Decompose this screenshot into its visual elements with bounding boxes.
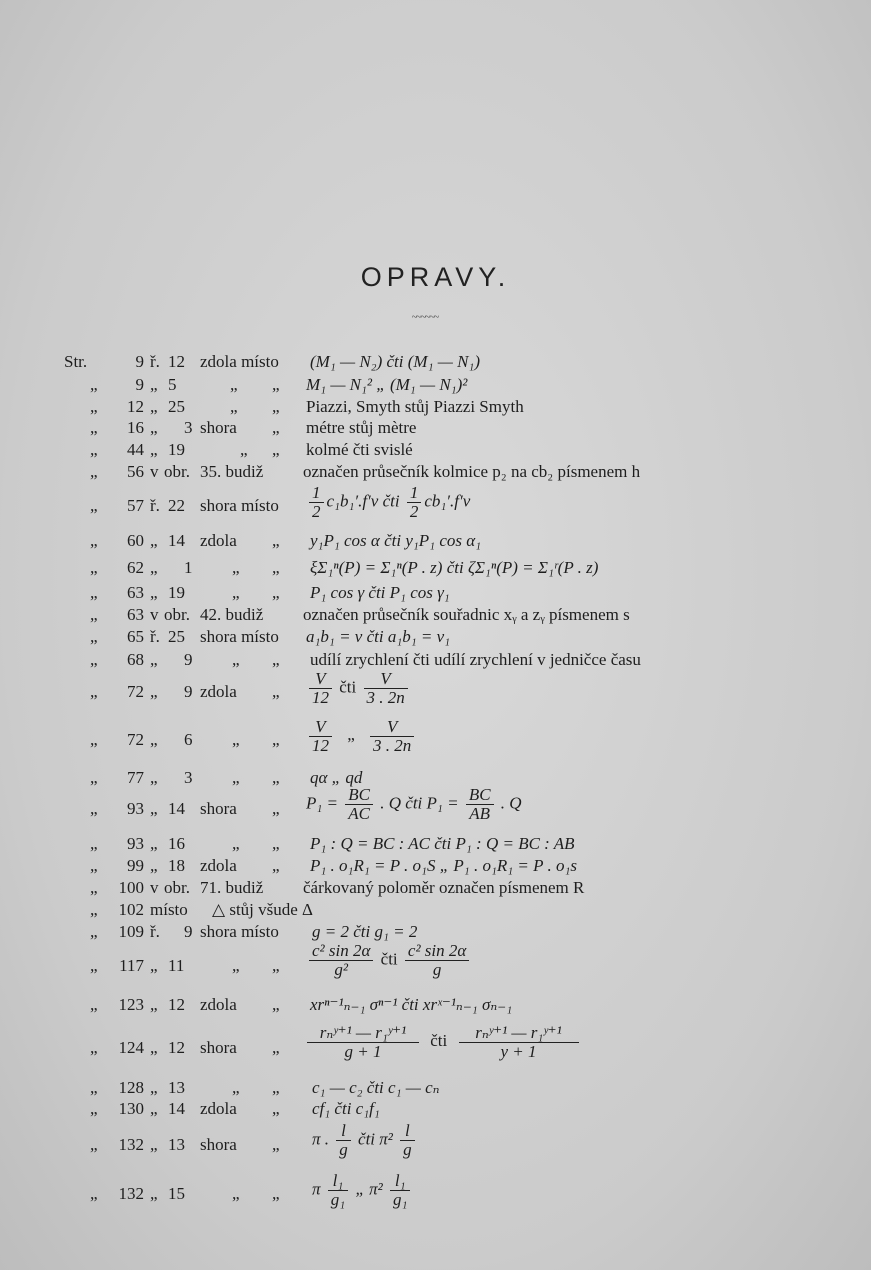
position-text: shora místo: [200, 627, 279, 646]
correction-formula: [312, 1122, 418, 1159]
ditto-mark: „: [272, 995, 280, 1014]
correction-formula: [306, 786, 522, 823]
position-text: zdola místo: [200, 352, 279, 371]
numerator: l: [341, 1121, 346, 1140]
denominator: g: [405, 960, 469, 979]
ditto-mark: „: [272, 682, 280, 701]
ditto-mark: „: [272, 1078, 280, 1097]
row-marker: „: [150, 856, 158, 875]
row-marker: „: [150, 730, 158, 749]
formula-text: . Q čti P₁ =: [380, 793, 459, 813]
ditto-mark: „: [90, 768, 98, 787]
errata-row: [0, 1022, 871, 1072]
page-number: 117: [119, 956, 144, 975]
ditto-mark: „: [90, 878, 98, 897]
line-number: 13: [168, 1135, 185, 1154]
ditto-mark: „: [272, 583, 280, 602]
fraction: [370, 718, 414, 755]
ditto-mark: „: [90, 1135, 98, 1154]
line-number: 18: [168, 856, 185, 875]
numerator: V: [315, 669, 326, 688]
position-text: „: [240, 440, 248, 459]
formula-text: c₁b₁′.f′v čti: [326, 491, 400, 511]
line-number: 12: [168, 995, 185, 1014]
formula-text: P₁ =: [306, 793, 339, 813]
line-number: 14: [168, 531, 185, 550]
errata-row: [0, 484, 871, 528]
numerator: V: [315, 717, 326, 736]
position-text: 42. budiž: [200, 605, 264, 624]
line-number: 11: [168, 956, 185, 975]
page-number: 62: [127, 558, 144, 577]
page-number: 123: [118, 995, 144, 1014]
ditto-mark: „: [90, 1099, 98, 1118]
denominator: 2: [407, 502, 422, 521]
position-text: 71. budiž: [200, 878, 264, 897]
fraction: [309, 670, 332, 707]
position-text: „: [232, 1184, 240, 1203]
fraction: [328, 1172, 348, 1209]
numerator: 1: [312, 483, 321, 502]
ditto-mark: „: [90, 418, 98, 437]
connector-text: čti: [339, 677, 357, 697]
numerator: l₁: [332, 1171, 344, 1190]
position-text: „: [232, 650, 240, 669]
denominator: g: [400, 1140, 415, 1159]
position-text: shora: [200, 1135, 237, 1154]
row-marker: „: [150, 531, 158, 550]
line-number: 3: [184, 418, 193, 437]
ditto-mark: „: [90, 531, 98, 550]
page-number: 72: [127, 730, 144, 749]
ditto-mark: „: [90, 730, 98, 749]
row-marker: ř.: [150, 496, 160, 515]
line-number: 16: [168, 834, 185, 853]
page-number: 56: [127, 462, 144, 481]
line-number: 5: [168, 375, 177, 394]
ditto-mark: „: [272, 418, 280, 437]
page-number: 60: [127, 531, 144, 550]
position-text: shora: [200, 418, 237, 437]
row-marker: místo: [150, 900, 188, 919]
fraction: [407, 484, 422, 521]
correction-text: △ stůj všude Δ: [212, 900, 313, 919]
ditto-mark: „: [90, 397, 98, 416]
row-marker: „: [150, 768, 158, 787]
line-number: 3: [184, 768, 193, 787]
correction-text: (M₁ — N₂) čti (M₁ — N₁): [310, 352, 481, 371]
page-number: 63: [127, 583, 144, 602]
ditto-mark: „: [272, 834, 280, 853]
denominator: 12: [309, 736, 332, 755]
page-number: 102: [118, 900, 144, 919]
str-label: Str.: [64, 352, 88, 371]
line-number: 9: [184, 650, 193, 669]
correction-formula: [304, 1024, 582, 1061]
correction-text: ξΣ₁ⁿ(P) = Σ₁ⁿ(P . z) čti ζΣ₁ⁿ(P) = Σ₁ʳ(P . z): [310, 558, 599, 577]
position-text: zdola: [200, 1099, 237, 1118]
denominator: AB: [466, 804, 494, 823]
denominator: 2: [309, 502, 324, 521]
page-number: 65: [127, 627, 144, 646]
position-text: „: [232, 1078, 240, 1097]
numerator: c² sin 2α: [312, 941, 371, 960]
formula-text: cb₁′.f′v: [424, 491, 471, 511]
ditto-mark: „: [90, 922, 98, 941]
line-number: 19: [168, 440, 185, 459]
fraction: [400, 1122, 415, 1159]
page-number: 44: [127, 440, 144, 459]
fraction: [390, 1172, 410, 1209]
correction-formula: [312, 1172, 413, 1209]
correction-formula: [306, 718, 417, 755]
connector-text: čti: [380, 949, 398, 969]
errata-row: [0, 786, 871, 830]
correction-text: xrⁿ⁻¹ₙ₋₁ σⁿ⁻¹ čti xrˣ⁻¹ₙ₋₁ σₙ₋₁: [310, 995, 513, 1014]
numerator: l: [405, 1121, 410, 1140]
ditto-mark: „: [90, 856, 98, 875]
page-number: 9: [135, 375, 144, 394]
line-number: 1: [184, 558, 193, 577]
page-number: 124: [118, 1038, 144, 1057]
ditto-mark: „: [90, 1078, 98, 1097]
row-marker: ř.: [150, 922, 160, 941]
position-text: shora místo: [200, 922, 279, 941]
numerator: 1: [409, 483, 419, 502]
row-marker: v: [150, 605, 159, 624]
ditto-mark: „: [90, 558, 98, 577]
formula-text: „ π²: [355, 1179, 383, 1199]
ditto-mark: „: [90, 440, 98, 459]
denominator: 12: [309, 688, 332, 707]
correction-text: P₁ cos γ čti P₁ cos γ₁: [310, 583, 450, 602]
page-number: 93: [127, 834, 144, 853]
denominator: 3 . 2n: [370, 736, 414, 755]
page-number: 109: [118, 922, 144, 941]
position-text: 35. budiž: [200, 462, 264, 481]
page-number: 12: [127, 397, 144, 416]
line-number: obr.: [164, 878, 190, 897]
row-marker: „: [150, 440, 158, 459]
ditto-mark: „: [90, 956, 98, 975]
connector-text: čti: [430, 1031, 448, 1051]
ditto-mark: „: [90, 496, 98, 515]
formula-text: čti π²: [358, 1129, 393, 1149]
line-number: 14: [168, 1099, 185, 1118]
row-marker: v: [150, 878, 159, 897]
correction-formula: [306, 942, 472, 979]
fraction: [309, 718, 332, 755]
position-text: „: [232, 558, 240, 577]
correction-text: g = 2 čti g₁ = 2: [312, 922, 418, 941]
page-number: 72: [127, 682, 144, 701]
row-marker: „: [150, 1135, 158, 1154]
fraction: [345, 786, 373, 823]
ditto-mark: „: [90, 583, 98, 602]
ditto-mark: „: [272, 397, 280, 416]
line-number: 13: [168, 1078, 185, 1097]
fraction: [309, 942, 373, 979]
page-number: 132: [118, 1184, 144, 1203]
denominator: y + 1: [459, 1042, 579, 1061]
row-marker: „: [150, 1038, 158, 1057]
denominator: g²: [309, 960, 373, 979]
fraction: [307, 1024, 419, 1061]
numerator: c² sin 2α: [407, 941, 467, 960]
row-marker: „: [150, 682, 158, 701]
numerator: V: [386, 717, 398, 736]
page-number: 130: [118, 1099, 144, 1118]
formula-text: π: [312, 1179, 321, 1199]
line-number: 9: [184, 682, 193, 701]
row-marker: „: [150, 558, 158, 577]
ditto-mark: „: [272, 650, 280, 669]
correction-text: kolmé čti svislé: [306, 440, 413, 459]
numerator: l₁: [394, 1171, 406, 1190]
correction-formula: [306, 484, 470, 521]
correction-text: métre stůj mètre: [306, 418, 417, 437]
fraction: [459, 1024, 579, 1061]
errata-row: [0, 718, 871, 762]
row-marker: „: [150, 397, 158, 416]
correction-text: y₁P₁ cos α čti y₁P₁ cos α₁: [310, 531, 482, 550]
line-number: 14: [168, 799, 185, 818]
row-marker: „: [150, 583, 158, 602]
correction-text: cf₁ čti c₁f₁: [312, 1099, 380, 1118]
ditto-mark: „: [90, 900, 98, 919]
fraction: [364, 670, 408, 707]
correction-text: čárkovaný poloměr označen písmenem R: [303, 878, 585, 897]
line-number: 12: [168, 352, 185, 371]
position-text: zdola: [200, 531, 237, 550]
errata-row: [0, 670, 871, 714]
row-marker: „: [150, 834, 158, 853]
position-text: „: [232, 834, 240, 853]
correction-text: P₁ : Q = BC : AC čti P₁ : Q = BC : AB: [310, 834, 575, 853]
ditto-mark: „: [90, 1038, 98, 1057]
denominator: 3 . 2n: [364, 688, 408, 707]
correction-text: M₁ — N₁² „ (M₁ — N₁)²: [306, 375, 468, 394]
row-marker: „: [150, 1078, 158, 1097]
ditto-mark: „: [272, 799, 280, 818]
line-number: 25: [168, 397, 185, 416]
page-number: 128: [118, 1078, 144, 1097]
position-text: „: [230, 397, 238, 416]
denominator: AC: [345, 804, 373, 823]
fraction: [336, 1122, 351, 1159]
title-ornament: ~~~~~~: [411, 312, 439, 323]
page-number: 16: [127, 418, 144, 437]
position-text: zdola: [200, 682, 237, 701]
row-marker: ř.: [150, 627, 160, 646]
ditto-mark: „: [272, 440, 280, 459]
denominator: g + 1: [307, 1042, 419, 1061]
ditto-mark: „: [272, 1135, 280, 1154]
position-text: „: [232, 583, 240, 602]
denominator: g: [336, 1140, 351, 1159]
denominator: g₁: [328, 1190, 348, 1209]
correction-text: udílí zrychlení čti udílí zrychlení v jedničce času: [310, 650, 641, 669]
correction-text: označen průsečník souřadnic xᵧ a zᵧ písmenem s: [303, 605, 630, 624]
page-title: OPRAVY.: [360, 262, 511, 292]
numerator: BC: [468, 785, 491, 804]
formula-text: . Q: [500, 793, 522, 813]
line-number: 19: [168, 583, 185, 602]
row-marker: „: [150, 418, 158, 437]
row-marker: „: [150, 799, 158, 818]
position-text: shora: [200, 799, 237, 818]
page-number: 77: [127, 768, 144, 787]
position-text: shora: [200, 1038, 237, 1057]
line-number: obr.: [164, 462, 190, 481]
ditto-mark: „: [90, 682, 98, 701]
position-text: „: [230, 375, 238, 394]
ditto-mark: „: [272, 730, 280, 749]
line-number: 6: [184, 730, 193, 749]
fraction: [466, 786, 494, 823]
line-number: 12: [168, 1038, 185, 1057]
position-text: zdola: [200, 856, 237, 875]
errata-row: [0, 942, 871, 988]
correction-text: qα „ qd: [310, 768, 363, 787]
formula-text: π .: [312, 1129, 330, 1149]
row-marker: „: [150, 375, 158, 394]
ditto-mark: „: [90, 605, 98, 624]
numerator: V: [380, 669, 391, 688]
fraction: [309, 484, 324, 521]
correction-formula: [306, 670, 411, 707]
numerator: rₙʸ⁺¹ — r₁ʸ⁺¹: [319, 1023, 407, 1042]
row-marker: „: [150, 1099, 158, 1118]
ditto-mark: „: [90, 462, 98, 481]
line-number: 25: [168, 627, 185, 646]
connector-text: „: [347, 725, 355, 745]
errata-row: [0, 1122, 871, 1168]
line-number: 15: [168, 1184, 185, 1203]
page-number: 63: [127, 605, 144, 624]
position-text: „: [232, 956, 240, 975]
row-marker: „: [150, 650, 158, 669]
ditto-mark: „: [272, 375, 280, 394]
errata-row: [0, 1172, 871, 1218]
denominator: g₁: [390, 1190, 410, 1209]
ditto-mark: „: [272, 1038, 280, 1057]
correction-text: a₁b₁ = v čti a₁b₁ = v₁: [306, 627, 451, 646]
page-number: 9: [135, 352, 144, 371]
page-number: 93: [127, 799, 144, 818]
ditto-mark: „: [272, 768, 280, 787]
row-marker: „: [150, 995, 158, 1014]
ditto-mark: „: [90, 995, 98, 1014]
line-number: 9: [184, 922, 193, 941]
ditto-mark: „: [272, 956, 280, 975]
correction-text: P₁ . o₁R₁ = P . o₁S „ P₁ . o₁R₁ = P . o₁s: [310, 856, 577, 875]
page-number: 57: [127, 496, 144, 515]
page-number: 132: [118, 1135, 144, 1154]
ditto-mark: „: [90, 799, 98, 818]
numerator: BC: [348, 785, 371, 804]
fraction: [405, 942, 469, 979]
line-number: obr.: [164, 605, 190, 624]
ditto-mark: „: [272, 558, 280, 577]
position-text: zdola: [200, 995, 237, 1014]
ditto-mark: „: [90, 834, 98, 853]
position-text: „: [232, 768, 240, 787]
line-number: 22: [168, 496, 185, 515]
ditto-mark: „: [90, 375, 98, 394]
position-text: shora místo: [200, 496, 279, 515]
numerator: rₙʸ⁺¹ — r₁ʸ⁺¹: [475, 1023, 562, 1042]
row-marker: v: [150, 462, 159, 481]
ditto-mark: „: [90, 1184, 98, 1203]
correction-text: označen průsečník kolmice p₂ na cb₂ písmenem h: [303, 462, 641, 481]
correction-text: Piazzi, Smyth stůj Piazzi Smyth: [306, 397, 524, 416]
row-marker: „: [150, 956, 158, 975]
page-number: 99: [127, 856, 144, 875]
page-number: 68: [127, 650, 144, 669]
page-number: 100: [118, 878, 144, 897]
ditto-mark: „: [272, 1099, 280, 1118]
ditto-mark: „: [90, 627, 98, 646]
ditto-mark: „: [272, 531, 280, 550]
ditto-mark: „: [272, 1184, 280, 1203]
row-marker: „: [150, 1184, 158, 1203]
ditto-mark: „: [272, 856, 280, 875]
position-text: „: [232, 730, 240, 749]
correction-text: c₁ — c₂ čti c₁ — cₙ: [312, 1078, 440, 1097]
row-marker: ř.: [150, 352, 160, 371]
ditto-mark: „: [90, 650, 98, 669]
